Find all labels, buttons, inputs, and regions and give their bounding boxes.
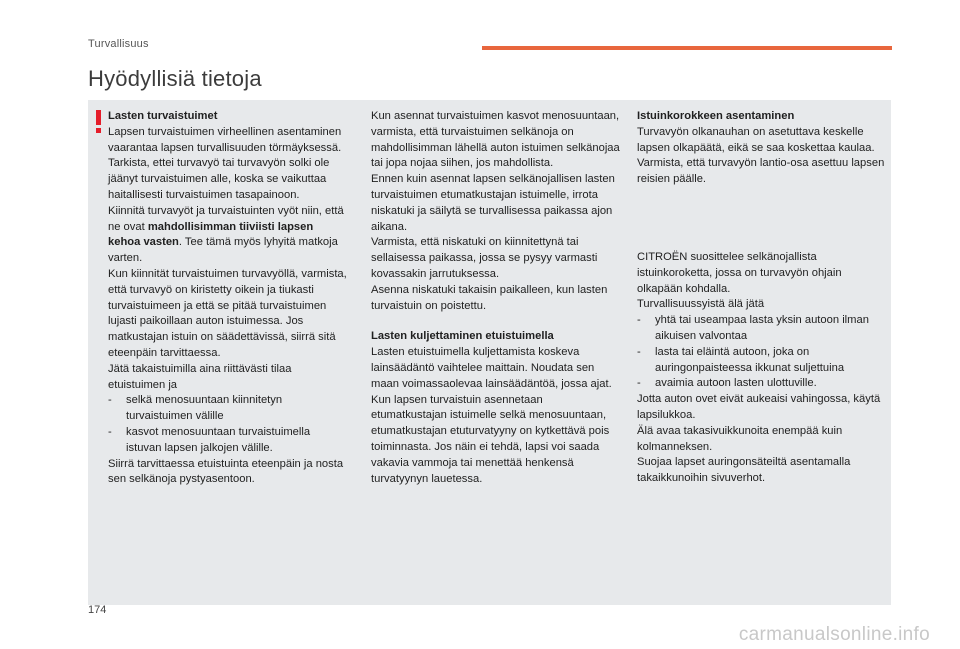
emphasis-text: mahdollisimman tiiviisti lapsen kehoa vasten (108, 220, 314, 249)
paragraph: CITROËN suosittelee selkänojallista istuinkoroketta, jossa on turvavyön ohjain olkapään kohdalla. (637, 250, 842, 295)
list-item: - lasta tai eläintä autoon, joka on auringonpaisteessa ikkunat suljettuina (637, 345, 845, 374)
spacer (637, 188, 887, 250)
paragraph: Ennen kuin asennat lapsen selkänojallisen lasten turvaistuimen etumatkustajan istuimelle, irrota niskatuki ja säilytä se turvallisessa paikassa ajon aikana. (371, 173, 615, 233)
heading-child-seats: Lasten turvaistuimet (108, 110, 218, 122)
paragraph: Asenna niskatuki takaisin paikalleen, kun lasten turvaistuin on poistettu. (371, 283, 608, 312)
paragraph-seatbelt-tight: Kiinnitä turvavyöt ja turvaistuinten vyöt niin, että ne ovat mahdollisimman tiiviisti lapsen kehoa vasten. Tee tämä myös lyhyitä matkoja varten. (108, 204, 344, 265)
paragraph: Kun kiinnität turvaistuimen turvavyöllä, varmista, että turvavyö on kiristetty oikein ja tiukasti turvaistuimeen ja että se pitää turvaistuimen lujasti paikoillaan auton istuimessa. Jos matkustajan istuin on säädettävissä, siirrä sitä eteenpäin tarvittaessa. (108, 267, 347, 359)
warning-exclamation-icon (93, 110, 103, 134)
section-accent-bar (482, 46, 892, 50)
page-number: 174 (88, 604, 107, 616)
column-booster (637, 109, 887, 487)
paragraph: Lapsen turvaistuimen virheellinen asentaminen vaarantaa lapsen turvallisuuden törmäyksessä. (108, 125, 342, 154)
list-item: - kasvot menosuuntaan turvaistuimella istuvan lapsen jalkojen välille. (108, 425, 311, 454)
section-label: Turvallisuus (88, 38, 149, 50)
list-item: - selkä menosuuntaan kiinnitetyn turvaistuimen välille (108, 394, 283, 423)
list-item: - avaimia autoon lasten ulottuville. (637, 377, 817, 390)
paragraph: Älä avaa takasivuikkunoita enempää kuin kolmanneksen. (637, 424, 843, 453)
paragraph: Varmista, että turvavyön lantio-osa asettuu lapsen reisien päälle. (637, 157, 885, 186)
heading-front-seat: Lasten kuljettaminen etuistuimella (371, 330, 554, 343)
paragraph: Lasten etuistuimella kuljettamista koskeva lainsäädäntö vaihtelee maittain. Noudata sen maan voimassaolevaa lainsäädäntöä, jossa ajat. (371, 346, 612, 390)
paragraph: Turvavyön olkanauhan on asetuttava keskelle lapsen olkapäätä, eikä se saa koskettaa kaulaa. (637, 125, 875, 154)
spacer (371, 314, 621, 329)
column-installation (371, 109, 621, 487)
paragraph: Turvallisuussyistä älä jätä (637, 298, 765, 311)
heading-booster: Istuinkorokkeen asentaminen (637, 110, 795, 122)
watermark: carmanualsonline.info (738, 624, 930, 645)
paragraph: Kun lapsen turvaistuin asennetaan etumatkustajan istuimelle selkä menosuuntaan, etumatkustajan etuturvatyyny on kytkettävä pois toiminnasta. Jos näin ei tehdä, lapsi voi saada vakavia vammoja tai menettää henkensä turvatyynyn lauetessa. (371, 393, 610, 485)
paragraph: Siirrä tarvittaessa etuistuinta eteenpäin ja nosta sen selkänoja pystyasentoon. (108, 457, 344, 486)
paragraph: Kun asennat turvaistuimen kasvot menosuuntaan, varmista, että turvaistuimen selkänoja on mahdollisimman lähellä auton istuimen selkänojaa tai jopa nojaa siihen, jos mahdollista. (371, 110, 620, 170)
paragraph: Jätä takaistuimilla aina riittävästi tilaa etuistuimen ja (108, 362, 292, 391)
paragraph: Tarkista, ettei turvavyö tai turvavyön solki ole jäänyt turvaistuimen alle, koska se vaikuttaa haitallisesti turvaistuimen tasapainoon. (108, 157, 330, 201)
paragraph: Varmista, että niskatuki on kiinnitettynä tai sellaisessa paikassa, jossa se pysyy varmasti kovassakin jarrutuksessa. (371, 236, 598, 280)
paragraph: Suojaa lapset auringonsäteiltä asentamalla takaikkunoihin sivuverhot. (637, 456, 851, 485)
column-child-seats (108, 109, 348, 488)
list-item: - yhtä tai useampaa lasta yksin autoon ilman aikuisen valvontaa (637, 314, 869, 342)
paragraph: Jotta auton ovet eivät aukeaisi vahingossa, käytä lapsilukkoa. (637, 393, 881, 421)
page-title: Hyödyllisiä tietoja (88, 66, 262, 91)
